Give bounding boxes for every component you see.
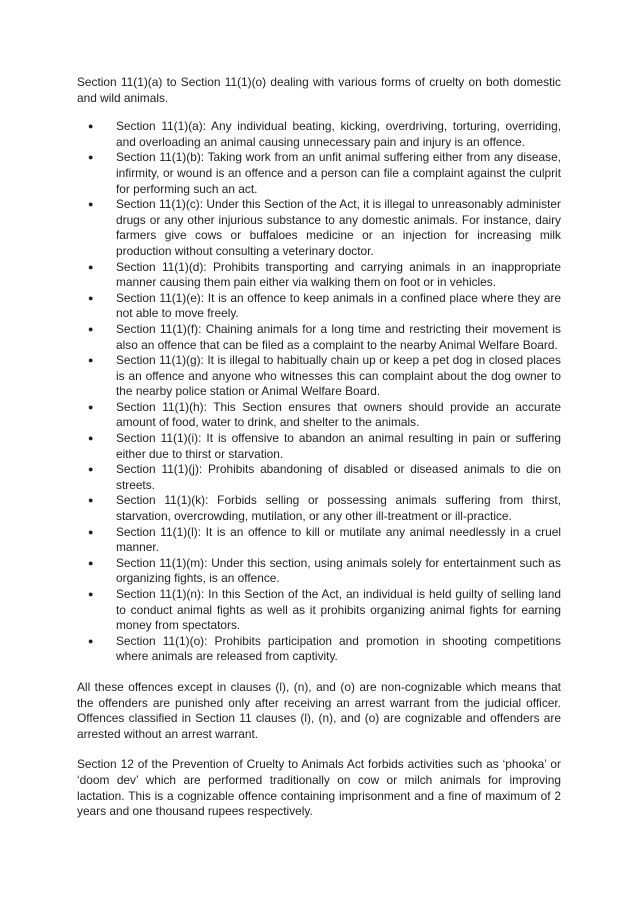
list-item [88,399,561,431]
list-item [88,353,561,400]
section-list [77,119,561,665]
bullet-icon: ● [88,401,94,412]
document-page [77,75,561,820]
bullet-icon: ● [88,557,94,568]
list-item [88,119,561,150]
bullet-icon: ● [88,635,94,646]
list-item [88,524,561,556]
offences-paragraph: All these offences except in clauses (l), (n), and (o) are non-cognizable which means that the offenders are punished only after receiving an arrest warrant from the judicial officer. Offences classified in Section 11 clauses (l), (n), and (o) are cognizable and offenders are arrested without an arrest warrant. [77,679,561,741]
list-item-text: Section 11(1)(f): Chaining animals for a long time and restricting their movement is also an offence that can be filed as a complaint to the nearby Animal Welfare Board. [116,321,561,352]
section-12-paragraph: Section 12 of the Prevention of Cruelty to Animals Act forbids activities such as ‘phooka’ or ‘doom dev’ which are performed traditionally on cow or milch animals for improving lactation. This is a cognizable offence containing imprisonment and a fine of maximum of 2 years and one thousand rupees respectively. [77,757,561,819]
list-item-text: Section 11(1)(k): Forbids selling or possessing animals suffering from thirst, starvation, overcrowding, mutilation, or any other ill-treatment or ill-practice. [116,493,561,524]
list-item [88,462,561,493]
bullet-icon: ● [88,323,94,334]
bullet-icon: ● [88,261,94,272]
list-item-text: Section 11(1)(c): Under this Section of the Act, it is illegal to unreasonably administer drugs or any other injurious substance to any domestic animals. For instance, dairy farmers give cows or buffaloes medicine or an injection for increasing milk production without consulting a veterinary doctor. [116,197,561,258]
list-item-text: Section 11(1)(l): It is an offence to kill or mutilate any animal needlessly in a cruel manner. [116,524,561,555]
bullet-icon: ● [88,495,94,506]
bullet-icon: ● [88,526,94,537]
list-item-text: Section 11(1)(i): It is offensive to abandon an animal resulting in pain or suffering either due to thirst or starvation. [116,431,561,461]
list-item-text: Section 11(1)(n): In this Section of the Act, an individual is held guilty of selling land to conduct animal fights as well as it prohibits organizing animal fights for earning money from spectators. [116,587,561,633]
list-item-text: Section 11(1)(a): Any individual beating, kicking, overdriving, torturing, overriding, and overloading an animal causing unnecessary pain and injury is an offence. [116,119,561,149]
list-item [88,321,561,353]
list-item [88,259,561,291]
bullet-icon: ● [88,152,94,163]
list-item [88,555,561,587]
list-item-text: Section 11(1)(m): Under this section, using animals solely for entertainment such as organizing fights, is an offence. [116,555,561,586]
list-item-text: Section 11(1)(g): It is illegal to habitually chain up or keep a pet dog in closed places is an offence and anyone who witnesses this can complaint about the dog owner to the nearby police station or Animal Welfare Board. [116,353,561,399]
list-item-text: Section 11(1)(b): Taking work from an unfit animal suffering either from any disease, infirmity, or wound is an offence and a person can file a complaint against the culprit for performing such an act. [116,150,561,196]
list-item-text: Section 11(1)(h): This Section ensures that owners should provide an accurate amount of food, water to drink, and shelter to the animals. [116,399,561,430]
list-item [88,197,561,259]
list-item-text: Section 11(1)(o): Prohibits participation and promotion in shooting competitions where animals are released from captivity. [116,633,561,664]
bullet-icon: ● [88,199,94,210]
bullet-icon: ● [88,589,94,599]
list-item-text: Section 11(1)(e): It is an offence to keep animals in a confined place where they are not able to move freely. [116,290,561,321]
list-item-text: Section 11(1)(d): Prohibits transporting and carrying animals in an inappropriate manner causing them pain either via walking them on foot or in vehicles. [116,259,561,290]
bullet-icon: ● [88,433,94,444]
bullet-icon: ● [88,121,94,132]
intro-paragraph: Section 11(1)(a) to Section 11(1)(o) dealing with various forms of cruelty on both domestic and wild animals. [77,75,561,105]
bullet-icon: ● [88,355,94,366]
bullet-icon: ● [88,292,94,303]
list-item [88,633,561,665]
list-item [88,290,561,322]
bullet-icon: ● [88,464,94,475]
list-item [88,431,561,462]
list-item [88,150,561,197]
list-item-text: Section 11(1)(j): Prohibits abandoning of disabled or diseased animals to die on streets. [116,462,561,492]
list-item [88,493,561,524]
list-item [88,587,561,634]
